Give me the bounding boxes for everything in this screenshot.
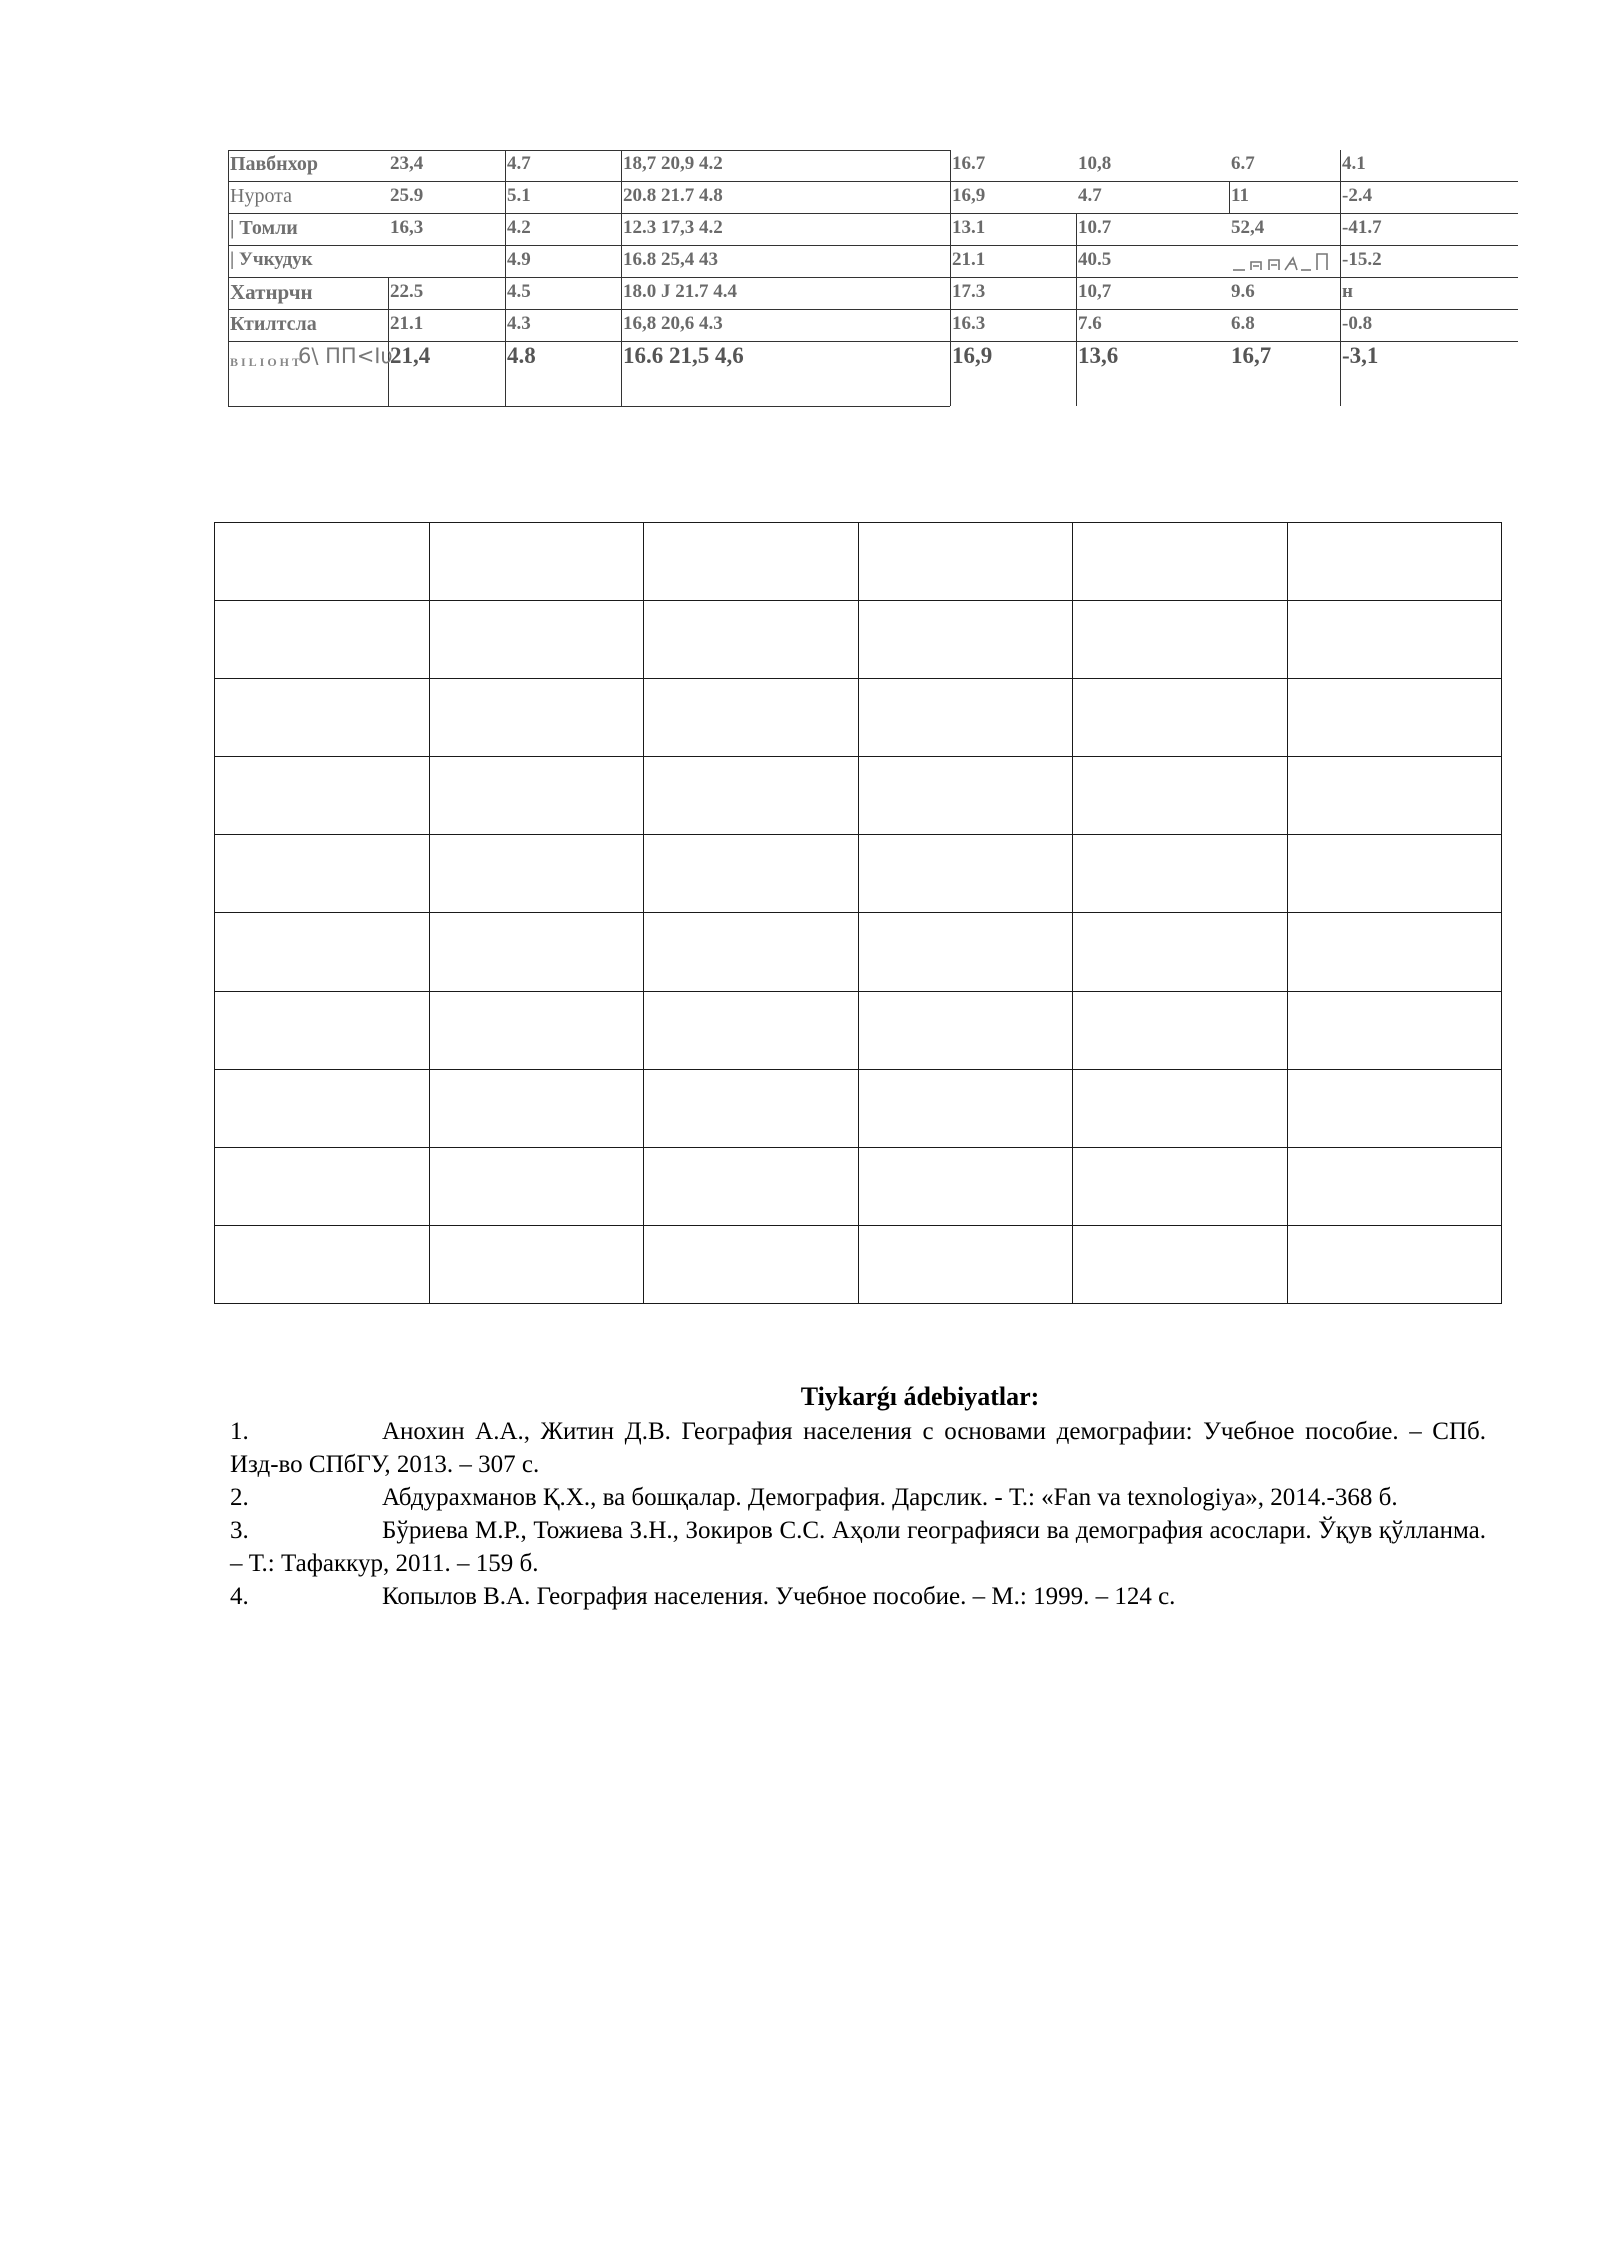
table-cell [1073, 913, 1288, 991]
row-name: | Учкудук [230, 249, 313, 270]
table-cell [429, 991, 644, 1069]
table-rule [1340, 150, 1341, 406]
table-rule [228, 341, 1518, 342]
table-cell [1073, 523, 1288, 601]
row-name: Павбнхор [230, 153, 318, 175]
table-cell: 12.3 17,3 4.2 [623, 217, 723, 238]
table-cell: 4.7 [507, 153, 531, 174]
table-rule [228, 181, 1518, 182]
table-cell [858, 601, 1073, 679]
table-cell [644, 523, 859, 601]
table-cell [1073, 1147, 1288, 1225]
table-cell [644, 601, 859, 679]
row-name: Нурота [230, 185, 293, 207]
table-rule [228, 406, 950, 407]
table-cell: 16,3 [390, 217, 424, 238]
reference-text: Абдурахманов Қ.Х., ва бошқалар. Демография. Дарслик. - Т.: «Fan va texnologiya», 2014.-368 б. [382, 1484, 1398, 1511]
table-cell [644, 991, 859, 1069]
table-cell: 4.9 [507, 249, 531, 270]
reference-item [230, 1481, 1486, 1514]
row-name: | Томли [230, 217, 298, 239]
table-cell: 25.9 [390, 185, 424, 206]
table-cell [1287, 1069, 1502, 1147]
table-cell [429, 1147, 644, 1225]
table-cell: 6.8 [1231, 313, 1255, 334]
table-rule [1076, 213, 1077, 406]
table-cell [215, 991, 430, 1069]
table-cell: 10.7 [1078, 217, 1112, 238]
table-row [215, 1147, 1502, 1225]
table-cell [1287, 1147, 1502, 1225]
table-cell: -15.2 [1342, 249, 1382, 270]
table-cell [858, 679, 1073, 757]
table-cell: 16,9 [952, 185, 986, 206]
reference-number: 1. [230, 1418, 249, 1445]
table-cell: 10,7 [1078, 281, 1112, 302]
table-cell: 4.2 [507, 217, 531, 238]
reference-item [230, 1415, 1486, 1481]
table-cell: 21.1 [952, 249, 986, 270]
table-cell [429, 1225, 644, 1303]
table-cell [644, 679, 859, 757]
empty-grid-table [214, 522, 1502, 1304]
table-cell [215, 1069, 430, 1147]
reference-text: Копылов В.А. География населения. Учебное пособие. – М.: 1999. – 124 с. [382, 1583, 1176, 1610]
table-cell [429, 601, 644, 679]
table-cell: 4.5 [507, 281, 531, 302]
table-cell: 22.5 [390, 281, 424, 302]
total-label-small: BILIOHT [230, 355, 304, 369]
table-rule [950, 150, 951, 406]
table-cell: 17.3 [952, 281, 986, 302]
table-rule [228, 245, 1518, 246]
reference-item [230, 1514, 1486, 1580]
row-name: Хатнрчн [230, 280, 313, 304]
table-cell [1287, 757, 1502, 835]
total-cell: 16,9 [952, 343, 993, 368]
reference-text: Анохин А.А., Житин Д.В. География населения с основами демографии: Учебное пособие. – СПб. Изд-во СПбГУ, 2013. – 307 с. [230, 1418, 1486, 1478]
table-row [215, 523, 1502, 601]
table-cell: 52,4 [1231, 217, 1265, 238]
table-cell [858, 1069, 1073, 1147]
table-cell [1287, 523, 1502, 601]
table-cell [1287, 835, 1502, 913]
table-cell: 10,8 [1078, 153, 1112, 174]
table-cell: 21.1 [390, 313, 424, 334]
table-cell [1073, 835, 1288, 913]
table-cell: 18,7 20,9 4.2 [623, 153, 723, 174]
table-cell [858, 835, 1073, 913]
total-cell: 16,7 [1231, 343, 1272, 368]
table-cell [215, 523, 430, 601]
illegible-scan-mark [1231, 248, 1331, 276]
table-row [215, 991, 1502, 1069]
row-name: Ктилтсла [230, 313, 317, 335]
table-cell [644, 1147, 859, 1225]
table-cell [1073, 601, 1288, 679]
table-cell [1073, 1069, 1288, 1147]
table-cell [215, 601, 430, 679]
table-row [215, 601, 1502, 679]
table-cell [215, 757, 430, 835]
reference-item [230, 1580, 1486, 1613]
table-cell: 9.6 [1231, 281, 1255, 302]
table-cell: -2.4 [1342, 185, 1373, 206]
table-cell [1287, 679, 1502, 757]
table-cell [215, 1147, 430, 1225]
table-rule [388, 277, 389, 406]
scanned-data-table [228, 150, 1518, 410]
table-rule [621, 150, 622, 406]
references-section [230, 1380, 1486, 1613]
total-cell: -3,1 [1342, 343, 1379, 368]
table-cell [429, 757, 644, 835]
table-cell [858, 1147, 1073, 1225]
total-cell: 13,6 [1078, 343, 1119, 368]
table-row [215, 679, 1502, 757]
table-row [215, 835, 1502, 913]
table-cell: 18.0 J 21.7 4.4 [623, 281, 737, 302]
reference-number: 2. [230, 1484, 249, 1511]
table-cell [215, 913, 430, 991]
table-cell [429, 1069, 644, 1147]
table-cell [1073, 757, 1288, 835]
table-cell [215, 679, 430, 757]
table-row [215, 757, 1502, 835]
table-row [215, 1069, 1502, 1147]
table-cell [858, 523, 1073, 601]
table-cell [644, 913, 859, 991]
table-cell: 16,8 20,6 4.3 [623, 313, 723, 334]
table-cell: 4.1 [1342, 153, 1366, 174]
table-cell: 40.5 [1078, 249, 1112, 270]
table-rule [228, 150, 950, 151]
table-cell: 13.1 [952, 217, 986, 238]
table-rule [228, 150, 229, 406]
table-cell: 5.1 [507, 185, 531, 206]
table-cell [858, 757, 1073, 835]
table-rule [228, 309, 1518, 310]
total-label: 6\ ΠΠ<Ιυ [298, 344, 393, 368]
reference-text: Бўриева М.Р., Тожиева З.Н., Зокиров С.С. Аҳоли географияси ва демография асослари. Ўқув қўлланма. – Т.: Тафаккур, 2011. – 159 б. [230, 1517, 1486, 1577]
table-cell [429, 679, 644, 757]
table-cell [644, 835, 859, 913]
total-cell: 16.6 21,5 4,6 [623, 343, 744, 368]
table-cell [429, 913, 644, 991]
table-row [215, 1225, 1502, 1303]
table-cell [1073, 1225, 1288, 1303]
table-rule [505, 150, 506, 406]
table-cell: 6.7 [1231, 153, 1255, 174]
table-cell: 16.3 [952, 313, 986, 334]
table-cell [215, 1225, 430, 1303]
table-cell: 23,4 [390, 153, 424, 174]
table-cell [429, 835, 644, 913]
table-cell [644, 1225, 859, 1303]
total-cell: 4.8 [507, 343, 536, 368]
table-rule [228, 277, 1518, 278]
table-cell: н [1342, 281, 1353, 302]
table-cell: 4.3 [507, 313, 531, 334]
table-cell [1287, 991, 1502, 1069]
table-rule [1229, 181, 1230, 213]
table-cell: 16.8 25,4 43 [623, 249, 718, 270]
references-title: Tiykarǵı ádebiyatlar: [800, 1382, 1040, 1411]
reference-number: 3. [230, 1517, 249, 1544]
table-cell [1287, 601, 1502, 679]
table-cell [644, 1069, 859, 1147]
table-cell: 4.7 [1078, 185, 1102, 206]
table-cell [429, 523, 644, 601]
table-cell [215, 835, 430, 913]
table-rule [228, 213, 1518, 214]
reference-number: 4. [230, 1583, 249, 1610]
table-row [215, 913, 1502, 991]
table-cell [1287, 913, 1502, 991]
table-cell [1073, 679, 1288, 757]
table-cell: -41.7 [1342, 217, 1382, 238]
table-cell: 11 [1231, 185, 1249, 206]
table-cell [858, 1225, 1073, 1303]
table-cell [644, 757, 859, 835]
table-cell: -0.8 [1342, 313, 1373, 334]
total-cell: 21,4 [390, 343, 431, 368]
table-cell [858, 913, 1073, 991]
table-cell [858, 991, 1073, 1069]
table-cell [1287, 1225, 1502, 1303]
table-cell: 7.6 [1078, 313, 1102, 334]
table-cell [1073, 991, 1288, 1069]
table-cell: 16.7 [952, 153, 986, 174]
table-cell: 20.8 21.7 4.8 [623, 185, 723, 206]
